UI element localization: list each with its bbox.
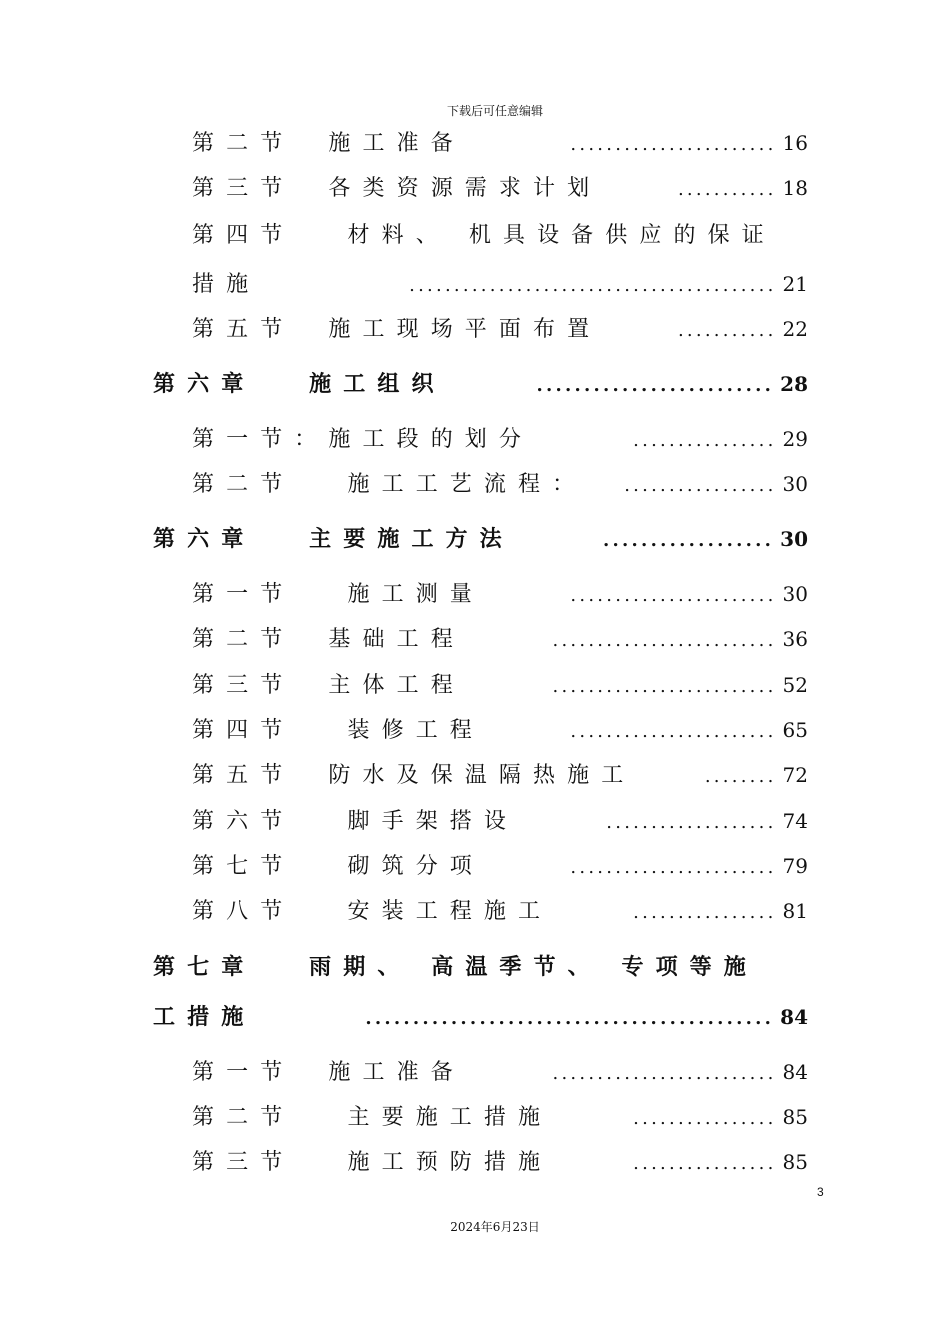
toc-entry-label: 第七章 雨期、 高温季节、 专项等施: [153, 954, 758, 980]
toc-entry[interactable]: [192, 713, 808, 744]
toc-entry[interactable]: [192, 218, 808, 249]
toc-page-number: 81: [782, 899, 808, 923]
toc-page-number: 74: [782, 809, 808, 833]
toc-page-number: 85: [782, 1105, 808, 1129]
toc-leader-dots: ................: [633, 1108, 777, 1129]
toc-page-number: 85: [782, 1150, 808, 1174]
toc-chapter-entry[interactable]: [153, 522, 808, 553]
toc-entry-label: 第一节 施工测量: [192, 582, 484, 607]
toc-chapter-entry[interactable]: [153, 367, 808, 398]
toc-page-number: 79: [782, 854, 808, 878]
toc-entry-label: 第六节 脚手架搭设: [192, 809, 518, 834]
toc-entry-label: 工措施: [153, 1004, 256, 1030]
toc-page-number: 84: [782, 1060, 808, 1084]
toc-entry[interactable]: [192, 668, 808, 699]
toc-entry-label: 第五节 防水及保温隔热施工: [192, 763, 636, 788]
toc-page-number: 65: [782, 718, 808, 742]
toc-page-number: 28: [780, 372, 808, 396]
toc-entry-label: 第二节 基础工程: [192, 627, 465, 652]
toc-page-number: 16: [782, 131, 808, 155]
toc-page-number: 29: [782, 427, 808, 451]
toc-entry-label: 第四节 装修工程: [192, 718, 484, 743]
toc-entry-label: 第六章 施工组织: [153, 371, 446, 397]
toc-page-number: 30: [782, 582, 808, 606]
toc-leader-dots: ................: [633, 430, 777, 451]
toc-entry[interactable]: [192, 1145, 808, 1176]
toc-leader-dots: ...........: [677, 179, 777, 200]
toc-leader-dots: .........................: [552, 1063, 777, 1084]
page-header: 下载后可任意编辑: [446, 104, 543, 118]
toc-entry[interactable]: [192, 312, 808, 343]
toc-leader-dots: ..................: [603, 530, 775, 551]
toc-chapter-entry[interactable]: [153, 950, 808, 981]
toc-leader-dots: .......................: [570, 585, 777, 606]
page-number: 3: [817, 1185, 824, 1199]
toc-entry[interactable]: [192, 126, 808, 157]
toc-leader-dots: ........: [704, 766, 777, 787]
toc-page-number: 30: [780, 527, 808, 551]
toc-entry-label: 第八节 安装工程施工: [192, 899, 553, 924]
toc-leader-dots: ................: [633, 1153, 777, 1174]
toc-entry-label: 第三节 主体工程: [192, 673, 465, 698]
toc-page-number: 84: [780, 1005, 808, 1029]
toc-entry[interactable]: [192, 849, 808, 880]
toc-chapter-entry[interactable]: [153, 1000, 808, 1031]
toc-entry-label: 第六章 主要施工方法: [153, 526, 514, 552]
toc-leader-dots: .........................: [536, 375, 775, 396]
toc-entry-label: 第一节：施工段的划分: [192, 427, 534, 452]
toc-entry-label: 措施: [192, 272, 261, 297]
toc-leader-dots: .......................: [570, 721, 777, 742]
toc-entry[interactable]: [192, 894, 808, 925]
toc-entry[interactable]: [192, 422, 808, 453]
toc-entry-label: 第二节 施工工艺流程：: [192, 472, 587, 497]
toc-leader-dots: .........................: [552, 630, 777, 651]
toc-leader-dots: ................: [633, 902, 777, 923]
toc-page-number: 18: [782, 176, 808, 200]
toc-leader-dots: .........................: [552, 676, 777, 697]
toc-page-number: 36: [782, 627, 808, 651]
toc-entry-label: 第一节 施工准备: [192, 1060, 465, 1085]
toc-leader-dots: ...........................................: [365, 1008, 775, 1029]
toc-entry[interactable]: [192, 804, 808, 835]
toc-entry[interactable]: [192, 467, 808, 498]
toc-entry-label: 第四节 材料、 机具设备供应的保证: [192, 223, 776, 248]
toc-page-number: 52: [782, 673, 808, 697]
toc-leader-dots: ...........: [677, 320, 777, 341]
toc-entry-label: 第三节 施工预防措施: [192, 1150, 553, 1175]
toc-entry[interactable]: [192, 758, 808, 789]
toc-entry[interactable]: [192, 267, 808, 298]
page-footer-date: 2024年6月23日: [450, 1220, 540, 1234]
toc-entry[interactable]: [192, 577, 808, 608]
toc-leader-dots: .......................: [570, 857, 777, 878]
toc-leader-dots: .......................: [570, 134, 777, 155]
toc-page-number: 22: [782, 317, 808, 341]
toc-entry[interactable]: [192, 622, 808, 653]
toc-entry-label: 第二节 主要施工措施: [192, 1105, 553, 1130]
toc-entry[interactable]: [192, 171, 808, 202]
toc-leader-dots: .................: [624, 475, 777, 496]
toc-entry-label: 第五节 施工现场平面布置: [192, 317, 602, 342]
toc-page-number: 21: [782, 272, 808, 296]
toc-leader-dots: .........................................: [409, 275, 777, 296]
toc-entry[interactable]: [192, 1100, 808, 1131]
toc-page-number: 30: [782, 472, 808, 496]
toc-entry-label: 第三节 各类资源需求计划: [192, 176, 602, 201]
toc-entry-label: 第二节 施工准备: [192, 131, 465, 156]
toc-page-number: 72: [782, 763, 808, 787]
toc-leader-dots: ...................: [606, 812, 777, 833]
toc-entry[interactable]: [192, 1055, 808, 1086]
toc-entry-label: 第七节 砌筑分项: [192, 854, 484, 879]
